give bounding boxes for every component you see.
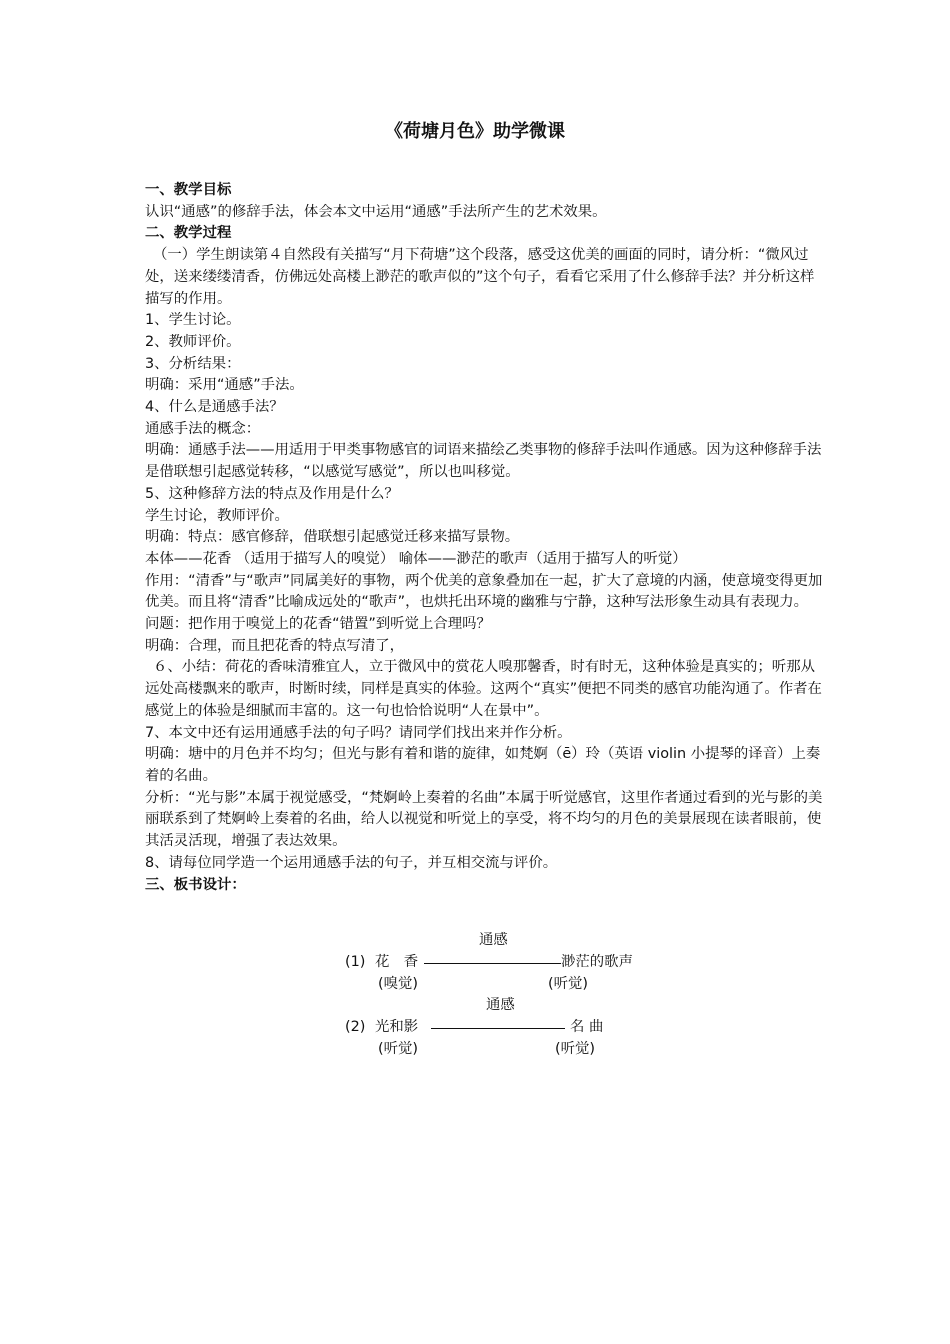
document-body [145,180,825,896]
process-line: 通感手法的概念： [145,420,261,437]
board-row2-left-sense: (听觉) [378,1041,419,1057]
process-line: 8、请每位同学造一个运用通感手法的句子，并互相交流与评价。 [145,854,558,871]
board-row1-label: 通感 [479,932,508,948]
process-line: 3、分析结果： [145,355,241,372]
process-line: 明确：通感手法——用适用于甲类事物感官的词语来描绘乙类事物的修辞手法叫作通感。因为这种修辞手法是借联想引起感觉转移，“以感觉写感觉”，所以也叫移觉。 [145,442,822,481]
section-heading-goals: 一、教学目标 [145,182,232,198]
board-row2-index: (2) [345,1019,366,1035]
board-row1-right: 渺茫的歌声 [561,954,633,970]
board-row1-left: 花 香 [375,954,419,970]
board-row2-right-sense: (听觉) [555,1041,596,1057]
process-line: 明确：特点：感官修辞，借联想引起感觉迁移来描写景物。 [145,529,520,546]
board-row2-right: 名 曲 [570,1019,604,1035]
process-line: 学生讨论，教师评价。 [145,507,289,524]
process-line: 明确：合理，而且把花香的特点写清了， [145,637,405,654]
board-row2-connector [431,1028,565,1029]
process-line: 分析：“光与影”本属于视觉感受，“梵婀岭上奏着的名曲”本属于听觉感官，这里作者通过看到的光与影的美丽联系到了梵婀岭上奏着的名曲，给人以视觉和听觉上的享受，将不均匀的月色的美景展现在读者眼前，使其活灵活现，增强了表达效果。 [145,789,823,850]
board-row2-left: 光和影 [375,1019,419,1035]
board-row1-index: (1) [345,954,366,970]
process-line: 5、这种修辞方法的特点及作用是什么？ [145,485,399,502]
section-heading-process: 二、教学过程 [145,225,232,242]
board-row1-left-sense: (嗅觉) [378,976,419,992]
process-line: 1、学生讨论。 [145,312,241,329]
process-line: 明确：采用“通感”手法。 [145,377,304,394]
section-heading-board: 三、板书设计： [145,876,246,893]
page-title: 《荷塘月色》助学微课 [385,121,565,142]
process-line: 问题：把作用于嗅觉上的花香“错置”到听觉上合理吗？ [145,616,491,633]
process-line: 作用：“清香”与“歌声”同属美好的事物，两个优美的意象叠加在一起，扩大了意境的内涵，使意境变得更加优美。而且将“清香”比喻成远处的“歌声”，也烘托出环境的幽雅与宁静，这种写法形象生动具有表现力。 [145,572,823,611]
board-row2-label: 通感 [486,997,515,1013]
process-intro: （一）学生朗读第４自然段有关描写“月下荷塘”这个段落，感受这优美的画面的同时，请分析：“微风过处，送来缕缕清香，仿佛远处高楼上渺茫的歌声似的”这个句子，看看它采用了什么修辞手法？并分析这样描写的作用。 [145,247,815,307]
process-line: 4、什么是通感手法？ [145,399,284,416]
process-line: 本体——花香 （适用于描写人的嗅觉） 喻体——渺茫的歌声（适用于描写人的听觉） [145,550,687,567]
process-line: 7、本文中还有运用通感手法的句子吗？请同学们找出来并作分析。 [145,724,572,741]
process-line: 明确：塘中的月色并不均匀；但光与影有着和谐的旋律，如梵婀（ē）玲（英语 violin 小提琴的译音）上奏着的名曲。 [145,746,821,784]
process-summary: ６、小结：荷花的香味清雅宜人，立于微风中的赏花人嗅那馨香，时有时无，这种体验是真实的；听那从远处高楼飘来的歌声，时断时续，同样是真实的体验。这两个“真实”便把不同类的感官功能沟通了。作者在感觉上的体验是细腻而丰富的。这一句也恰恰说明“人在景中”。 [145,659,822,719]
process-line: 2、教师评价。 [145,333,241,350]
board-row1-right-sense: (听觉) [548,976,589,992]
goals-text: 认识“通感”的修辞手法，体会本文中运用“通感”手法所产生的艺术效果。 [145,203,607,220]
blackboard-design [0,930,950,1070]
board-row1-connector [424,963,561,964]
